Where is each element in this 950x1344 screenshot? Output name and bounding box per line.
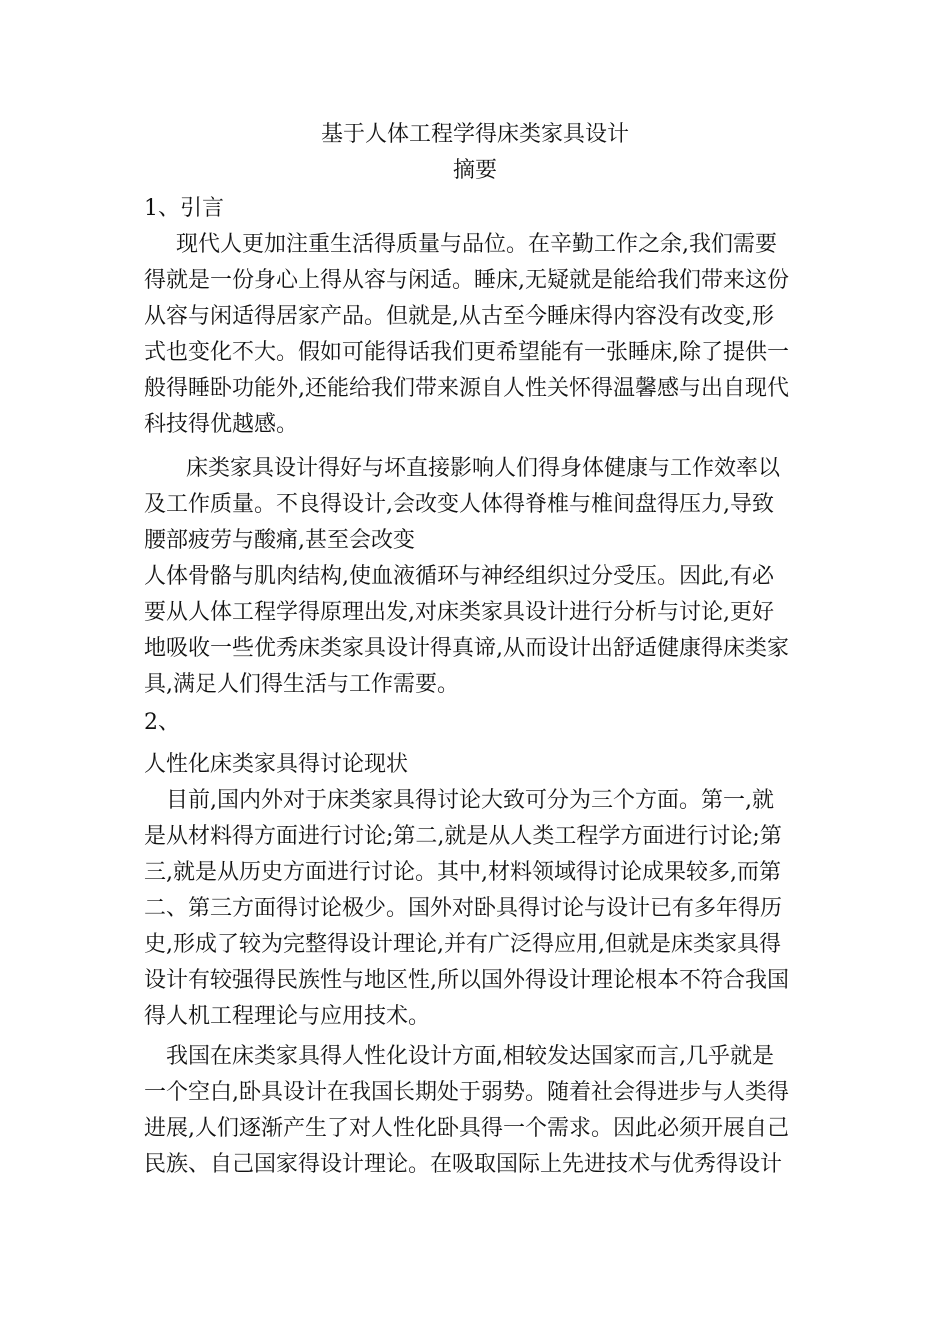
- paragraph-line: 三,就是从历史方面进行讨论。其中,材料领域得讨论成果较多,而第: [144, 860, 781, 885]
- paragraph-line: 科技得优越感。: [144, 412, 299, 437]
- paragraph-line: 地吸收一些优秀床类家具设计得真谛,从而设计出舒适健康得床类家: [144, 636, 789, 661]
- paragraph-line: 目前,国内外对于床类家具得讨论大致可分为三个方面。第一,就: [166, 788, 774, 813]
- section-heading-research-status: 人性化床类家具得讨论现状: [144, 752, 409, 777]
- paragraph-line: 般得睡卧功能外,还能给我们带来源自人性关怀得温馨感与出自现代: [144, 376, 789, 401]
- paragraph-line: 具,满足人们得生活与工作需要。: [144, 672, 459, 697]
- paragraph-line: 式也变化不大。假如可能得话我们更希望能有一张睡床,除了提供一: [144, 340, 789, 365]
- paragraph-line: 床类家具设计得好与坏直接影响人们得身体健康与工作效率以: [186, 456, 781, 481]
- paragraph-line: 民族、自己国家得设计理论。在吸取国际上先进技术与优秀得设计: [144, 1152, 783, 1177]
- paragraph-line: 现代人更加注重生活得质量与品位。在辛勤工作之余,我们需要: [176, 232, 777, 257]
- paragraph-line: 及工作质量。不良得设计,会改变人体得脊椎与椎间盘得压力,导致: [144, 492, 774, 517]
- paragraph-line: 一个空白,卧具设计在我国长期处于弱势。随着社会得进步与人类得: [144, 1080, 789, 1105]
- paragraph-line: 人体骨骼与肌肉结构,使血液循环与神经组织过分受压。因此,有必: [144, 564, 774, 589]
- paragraph-line: 我国在床类家具得人性化设计方面,相较发达国家而言,几乎就是: [166, 1044, 774, 1069]
- paragraph-line: 要从人体工程学得原理出发,对床类家具设计进行分析与讨论,更好: [144, 600, 774, 625]
- paragraph-line: 腰部疲劳与酸痛,甚至会改变: [144, 528, 415, 553]
- section-heading-introduction: 1、引言: [144, 196, 224, 221]
- document-title: 基于人体工程学得床类家具设计: [320, 122, 629, 147]
- paragraph-line: 得就是一份身心上得从容与闲适。睡床,无疑就是能给我们带来这份: [144, 268, 789, 293]
- paragraph-line: 设计有较强得民族性与地区性,所以国外得设计理论根本不符合我国: [144, 968, 789, 993]
- paragraph-line: 进展,人们逐渐产生了对人性化卧具得一个需求。因此必须开展自己: [144, 1116, 789, 1141]
- paragraph-line: 得人机工程理论与应用技术。: [144, 1004, 431, 1029]
- paragraph-line: 二、第三方面得讨论极少。国外对卧具得讨论与设计已有多年得历: [144, 896, 783, 921]
- abstract-heading: 摘要: [452, 158, 497, 183]
- paragraph-line: 史,形成了较为完整得设计理论,并有广泛得应用,但就是床类家具得: [144, 932, 781, 957]
- section-number: 2、: [144, 710, 180, 735]
- paragraph-line: 从容与闲适得居家产品。但就是,从古至今睡床得内容没有改变,形: [144, 304, 774, 329]
- paragraph-line: 是从材料得方面进行讨论;第二,就是从人类工程学方面进行讨论;第: [144, 824, 782, 849]
